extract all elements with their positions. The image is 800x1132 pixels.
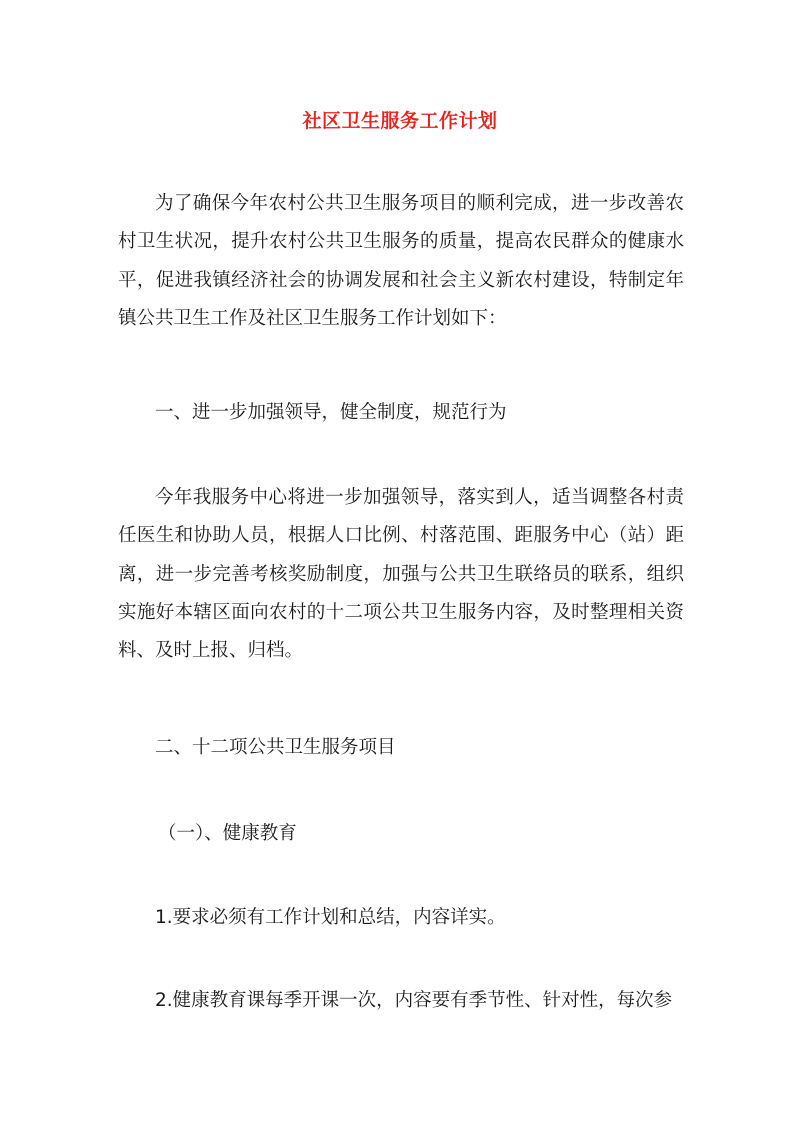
subsection1-heading: （一）、健康教育 (158, 823, 297, 844)
intro-paragraph: 为了确保今年农村公共卫生服务项目的顺利完成，进一步改善农村卫生状况，提升农村公共卫生服务的质量，提高农民群众的健康水平，促进我镇经济社会的协调发展和社会主义新农村建设，特制定年 镇公共卫生工作及社区卫生服务工作计划如下： (118, 193, 684, 329)
item-1: 1.要求必须有工作计划和总结，内容详实。 (155, 907, 506, 928)
section1-body: 今年我服务中心将进一步加强领导，落实到人，适当调整各村责任医生和协助人员，根据人口比例、村落范围、距服务中心（站）距离，进一步完善考核奖励制度，加强与公共卫生联络员的联系，组织实施好本辖区面向农村的十二项公共卫生服务内容，及时整理相关资料、及时上报、归档。 (118, 487, 684, 662)
document-title: 社区卫生服务工作计划 (302, 110, 498, 132)
section2-heading: 二、十二项公共卫生服务项目 (155, 737, 396, 758)
section1-heading: 一、进一步加强领导，健全制度，规范行为 (155, 402, 507, 423)
item-2: 2.健康教育课每季开课一次，内容要有季节性、针对性，每次参 (155, 990, 673, 1011)
